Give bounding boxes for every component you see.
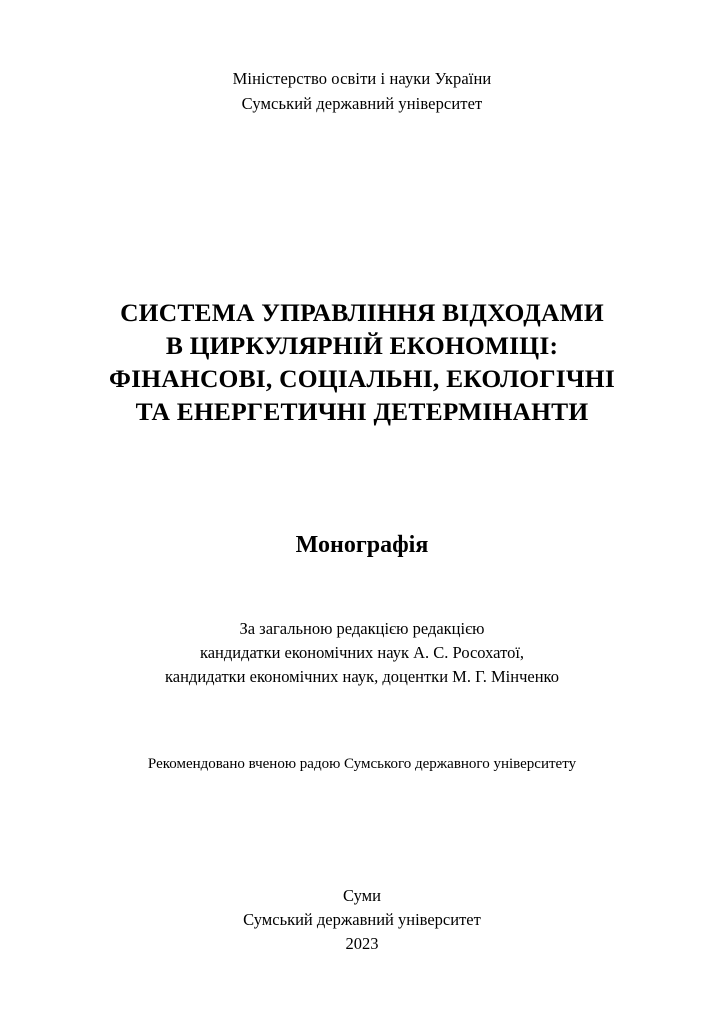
genre-label: Монографія bbox=[295, 532, 429, 558]
editors-block bbox=[0, 617, 724, 689]
editors-line-1: За загальною редакцією редакцією bbox=[239, 619, 485, 638]
ministry-line: Міністерство освіти і науки України bbox=[232, 69, 492, 88]
imprint-block bbox=[0, 884, 724, 956]
imprint-publisher: Сумський державний університет bbox=[243, 910, 481, 929]
title-line-4: ТА ЕНЕРГЕТИЧНІ ДЕТЕРМІНАНТИ bbox=[135, 397, 589, 426]
recommendation-line: Рекомендовано вченою радою Сумського державного університету bbox=[147, 756, 577, 772]
imprint-city: Суми bbox=[343, 886, 381, 905]
title-line-2: В ЦИРКУЛЯРНІЙ ЕКОНОМІЦІ: bbox=[165, 331, 559, 360]
page-title bbox=[0, 296, 724, 428]
publisher-header bbox=[0, 66, 724, 116]
editors-line-3: кандидатки економічних наук, доцентки М. Г. Мінченко bbox=[165, 667, 559, 686]
university-line: Сумський державний університет bbox=[241, 94, 483, 113]
document-genre bbox=[0, 530, 724, 560]
title-line-1: СИСТЕМА УПРАВЛІННЯ ВІДХОДАМИ bbox=[120, 298, 604, 327]
recommendation-note bbox=[0, 753, 724, 775]
editors-line-2: кандидатки економічних наук А. С. Росохатої, bbox=[199, 643, 525, 662]
title-line-3: ФІНАНСОВІ, СОЦІАЛЬНІ, ЕКОЛОГІЧНІ bbox=[109, 364, 615, 393]
imprint-year: 2023 bbox=[345, 934, 379, 953]
